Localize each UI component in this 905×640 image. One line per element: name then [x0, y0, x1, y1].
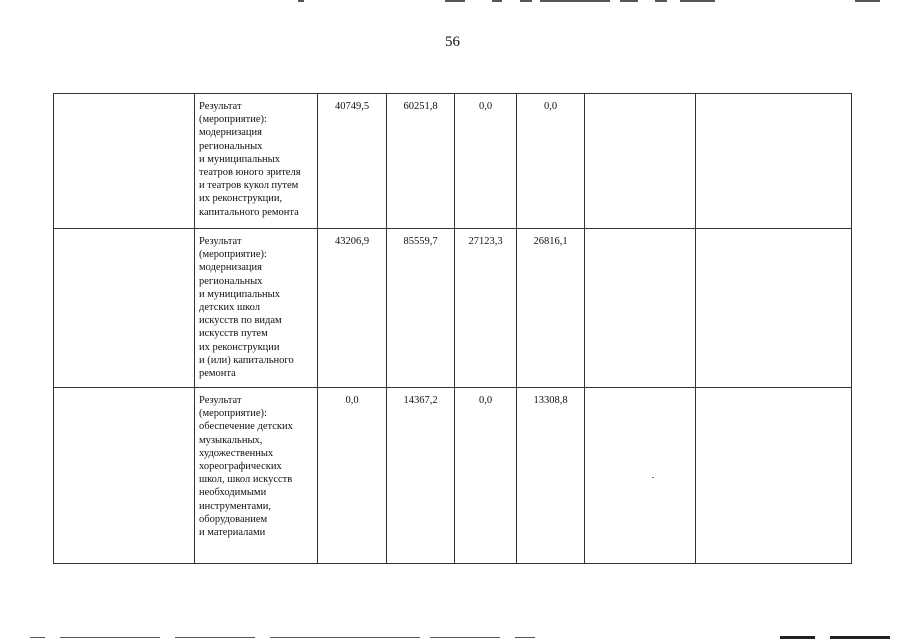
scan-edge-bottom: [0, 634, 905, 640]
value-cell: 40749,5: [318, 94, 387, 229]
value-cell: 85559,7: [387, 229, 455, 388]
scan-edge-top: [0, 0, 905, 6]
scan-speck: [652, 477, 654, 478]
table-row: [54, 94, 852, 229]
result-description: Результат (мероприятие): модернизация региональных и муниципальных детских школ искусств по видам искусств путем их реконструкции и (или) капитального ремонта: [195, 229, 318, 388]
empty-cell: [696, 94, 852, 229]
value-cell: 14367,2: [387, 388, 455, 564]
empty-cell: [585, 94, 696, 229]
value-cell: 0,0: [318, 388, 387, 564]
value-cell: 0,0: [517, 94, 585, 229]
empty-cell: [54, 388, 195, 564]
table-row: [54, 229, 852, 388]
empty-cell: [585, 388, 696, 564]
results-table: [53, 93, 852, 564]
empty-cell: [696, 229, 852, 388]
empty-cell: [54, 94, 195, 229]
value-cell: 27123,3: [455, 229, 517, 388]
empty-cell: [585, 229, 696, 388]
table-row: [54, 388, 852, 564]
value-cell: 13308,8: [517, 388, 585, 564]
value-cell: 0,0: [455, 94, 517, 229]
value-cell: 0,0: [455, 388, 517, 564]
empty-cell: [696, 388, 852, 564]
page-number: 56: [445, 34, 460, 50]
result-description: Результат (мероприятие): обеспечение детских музыкальных, художественных хореографических школ, школ искусств необходимыми инструментами, оборудованием и материалами: [195, 388, 318, 564]
value-cell: 43206,9: [318, 229, 387, 388]
result-description: Результат (мероприятие): модернизация региональных и муниципальных театров юного зрителя и театров кукол путем их реконструкции, капитального ремонта: [195, 94, 318, 229]
value-cell: 26816,1: [517, 229, 585, 388]
value-cell: 60251,8: [387, 94, 455, 229]
empty-cell: [54, 229, 195, 388]
